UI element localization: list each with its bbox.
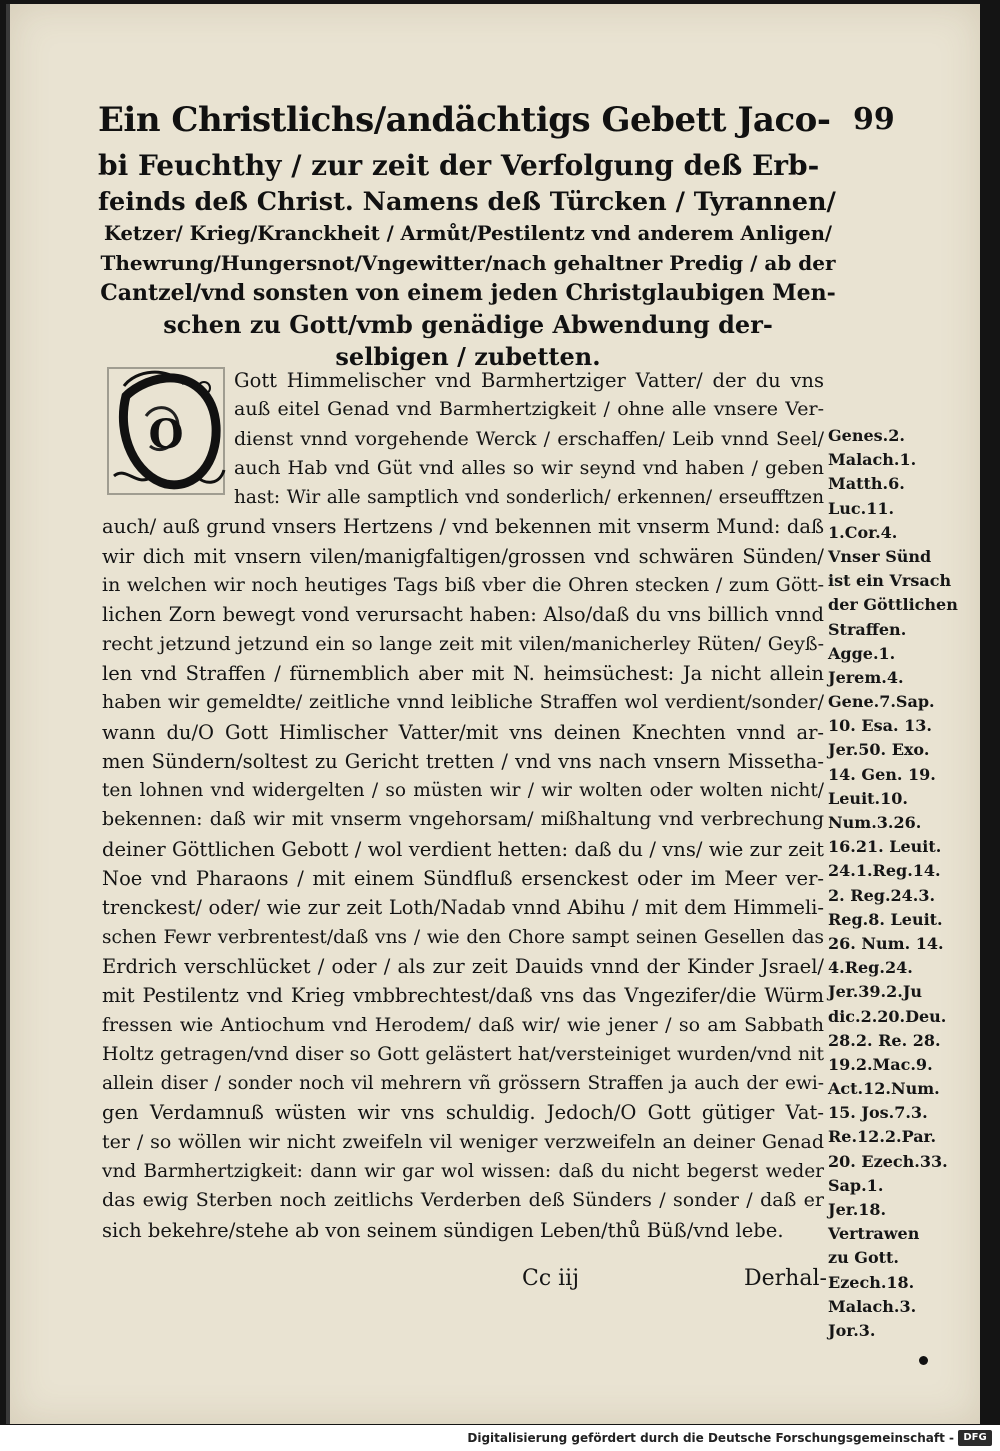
body-line: trenckest/ oder/ wie zur zeit Loth/Nadab vnnd Abihu / mit dem Himmeli- bbox=[102, 896, 824, 920]
margin-note: Matth.6. bbox=[828, 474, 905, 494]
margin-note: 16.21. Leuit. bbox=[828, 837, 942, 857]
page-number: 99 bbox=[853, 102, 895, 137]
margin-note: 2. Reg.24.3. bbox=[828, 885, 936, 905]
initial-letter: O bbox=[148, 411, 184, 458]
margin-note: Agge.1. bbox=[828, 643, 896, 663]
body-line: lichen Zorn bewegt vond verursacht haben: Also/daß du vns billich vnnd bbox=[102, 603, 824, 627]
body-line: allein diser / sonder noch vil mehrern vñ grössern Straffen ja auch der ewi- bbox=[102, 1073, 824, 1095]
book-page bbox=[6, 4, 980, 1424]
title-line-6: Cantzel/vnd sonsten von einem jeden Christglaubigen Men- bbox=[100, 280, 836, 306]
margin-note: 4.Reg.24. bbox=[828, 958, 913, 978]
margin-note: Ezech.18. bbox=[828, 1272, 915, 1292]
body-line: Noe vnd Pharaons / mit einem Sündfluß ersenckest oder im Meer ver- bbox=[102, 867, 824, 891]
funding-notice: Digitalisierung gefördert durch die Deutsche Forschungsgemeinschaft - bbox=[467, 1431, 954, 1445]
title-line-5: Thewrung/Hungersnot/Vngewitter/nach gehaltner Predig / ab der bbox=[100, 250, 836, 275]
body-line: gen Verdamnuß wüsten wir vns schuldig. Jedoch/O Gott gütiger Vat- bbox=[102, 1101, 824, 1125]
margin-note: Sap.1. bbox=[828, 1175, 884, 1195]
margin-note: 20. Ezech.33. bbox=[828, 1151, 948, 1171]
body-line: schen Fewr verbrentest/daß vns / wie den Chore sampt seinen Gesellen das bbox=[102, 926, 824, 948]
signature-mark: Cc iij bbox=[522, 1266, 580, 1291]
body-line: deiner Göttlichen Gebott / wol verdient hetten: daß du / vns/ wie zur zeit bbox=[102, 837, 824, 861]
digitization-footer bbox=[0, 1425, 1000, 1451]
body-line: vnd Barmhertzigkeit: dann wir gar wol wissen: daß du nicht begerst weder bbox=[102, 1161, 824, 1183]
margin-note: Malach.1. bbox=[828, 450, 917, 470]
title-line-1: Ein Christlichs/andächtigs Gebett Jaco- bbox=[98, 100, 831, 140]
margin-note: Straffen. bbox=[828, 619, 907, 639]
margin-note: dic.2.20.Deu. bbox=[828, 1006, 947, 1026]
body-line: fressen wie Antiochum vnd Herodem/ daß wir/ wie jener / so am Sabbath bbox=[102, 1013, 824, 1036]
body-line: ten lohnen vnd widergelten / so müsten wir / wir wolten oder wolten nicht/ bbox=[102, 780, 824, 802]
margin-note: 24.1.Reg.14. bbox=[828, 861, 941, 881]
title-line-2: bi Feuchthy / zur zeit der Verfolgung deß Erb- bbox=[98, 149, 820, 182]
body-line: dienst vnnd vorgehende Werck / erschaffen/ Leib vnnd Seel/ bbox=[234, 427, 824, 450]
dfg-logo: DFG bbox=[958, 1430, 992, 1446]
margin-note: 15. Jos.7.3. bbox=[828, 1103, 928, 1123]
margin-note: Jer.50. Exo. bbox=[828, 740, 930, 760]
margin-note: der Göttlichen bbox=[828, 595, 958, 615]
body-line: auß eitel Genad vnd Barmhertzigkeit / ohne alle vnsere Ver- bbox=[234, 398, 824, 421]
catchword: Derhal- bbox=[744, 1266, 827, 1291]
margin-note: 1.Cor.4. bbox=[828, 522, 898, 542]
margin-note: Genes.2. bbox=[828, 426, 905, 445]
body-line: Erdrich verschlücket / oder / als zur zeit Dauids vnnd der Kinder Jsrael/ bbox=[102, 954, 824, 978]
margin-note: Jer.18. bbox=[828, 1200, 887, 1219]
margin-note: Re.12.2.Par. bbox=[828, 1127, 937, 1147]
margin-note: Jer.39.2.Ju bbox=[828, 982, 923, 1002]
margin-note: Malach.3. bbox=[828, 1296, 917, 1316]
margin-note: Act.12.Num. bbox=[828, 1079, 940, 1099]
margin-note: Gene.7.Sap. bbox=[828, 692, 935, 712]
title-line-3: feinds deß Christ. Namens deß Türcken / Tyrannen/ bbox=[98, 187, 836, 217]
margin-note: 14. Gen. 19. bbox=[828, 764, 936, 784]
title-line-4: Ketzer/ Krieg/Kranckheit / Armůt/Pestilentz vnd anderem Anligen/ bbox=[103, 222, 832, 245]
body-line: wir dich mit vnsern vilen/manigfaltigen/grossen vnd schwären Sünden/ bbox=[102, 544, 824, 568]
body-line: in welchen wir noch heutiges Tags biß vber die Ohren stecken / zum Gött- bbox=[102, 574, 824, 597]
body-line: auch/ auß grund vnsers Hertzens / vnd bekennen mit vnserm Mund: daß bbox=[102, 515, 824, 539]
margin-note: Vnser Sünd bbox=[828, 546, 932, 566]
margin-note: 10. Esa. 13. bbox=[828, 716, 932, 736]
body-line: men Sündern/soltest zu Gericht tretten / vnd vns nach vnsern Missetha- bbox=[102, 749, 824, 773]
margin-notes bbox=[828, 424, 978, 1343]
body-line: Gott Himmelischer vnd Barmhertziger Vatter/ der du vns bbox=[234, 369, 824, 392]
body-line: wann du/O Gott Himlischer Vatter/mit vns deinen Knechten vnnd ar- bbox=[102, 720, 824, 744]
margin-note: 28.2. Re. 28. bbox=[828, 1030, 941, 1050]
margin-note: 26. Num. 14. bbox=[828, 933, 944, 953]
ink-dot bbox=[919, 1356, 928, 1365]
body-line: bekennen: daß wir mit vnserm vngehorsam/ mißhaltung vnd verbrechung bbox=[102, 808, 824, 831]
margin-note: Num.3.26. bbox=[828, 813, 922, 832]
margin-note: Leuit.10. bbox=[828, 788, 908, 808]
margin-note: Vertrawen bbox=[828, 1224, 920, 1244]
body-line: len vnd Straffen / fürnemblich aber mit N. heimsüchest: Ja nicht allein bbox=[102, 661, 824, 685]
margin-note: 19.2.Mac.9. bbox=[828, 1054, 933, 1074]
body-line: sich bekehre/stehe ab von seinem sündigen Leben/thů Büß/vnd lebe. bbox=[102, 1218, 784, 1242]
body-line: mit Pestilentz vnd Krieg vmbbrechtest/daß vns das Vngezifer/die Würm bbox=[102, 984, 824, 1008]
margin-note: ist ein Vrsach bbox=[828, 571, 952, 591]
body-line: das ewig Sterben noch zeitlichs Verderben deß Sünders / sonder / daß er bbox=[102, 1189, 824, 1212]
body-line: recht jetzund jetzund ein so lange zeit mit vilen/manicherley Rüten/ Geyß- bbox=[102, 632, 824, 655]
margin-note: Reg.8. Leuit. bbox=[828, 909, 943, 929]
margin-note: zu Gott. bbox=[828, 1248, 899, 1268]
prayer-body bbox=[102, 366, 824, 1245]
prayer-title bbox=[98, 92, 838, 373]
title-line-7: schen zu Gott/vmb genädige Abwendung der- bbox=[163, 310, 773, 339]
margin-note: Jerem.4. bbox=[828, 667, 904, 687]
title-line-8: selbigen / zubetten. bbox=[335, 342, 601, 371]
margin-note: Jor.3. bbox=[828, 1320, 876, 1340]
body-line: auch Hab vnd Güt vnd alles so wir seynd vnd haben / geben bbox=[234, 456, 824, 479]
body-line: haben wir gemeldte/ zeitliche vnnd leibliche Straffen wol verdient/sonder/ bbox=[102, 691, 824, 714]
body-line: hast: Wir alle samptlich vnd sonderlich/ erkennen/ erseufftzen bbox=[234, 487, 824, 509]
margin-note: Luc.11. bbox=[828, 498, 895, 518]
body-line: ter / so wöllen wir nicht zweifeln vil weniger verzweifeln an deiner Genad bbox=[102, 1130, 824, 1153]
body-line: Holtz getragen/vnd diser so Gott gelästert hat/versteiniget wurden/vnd nit bbox=[102, 1042, 824, 1065]
